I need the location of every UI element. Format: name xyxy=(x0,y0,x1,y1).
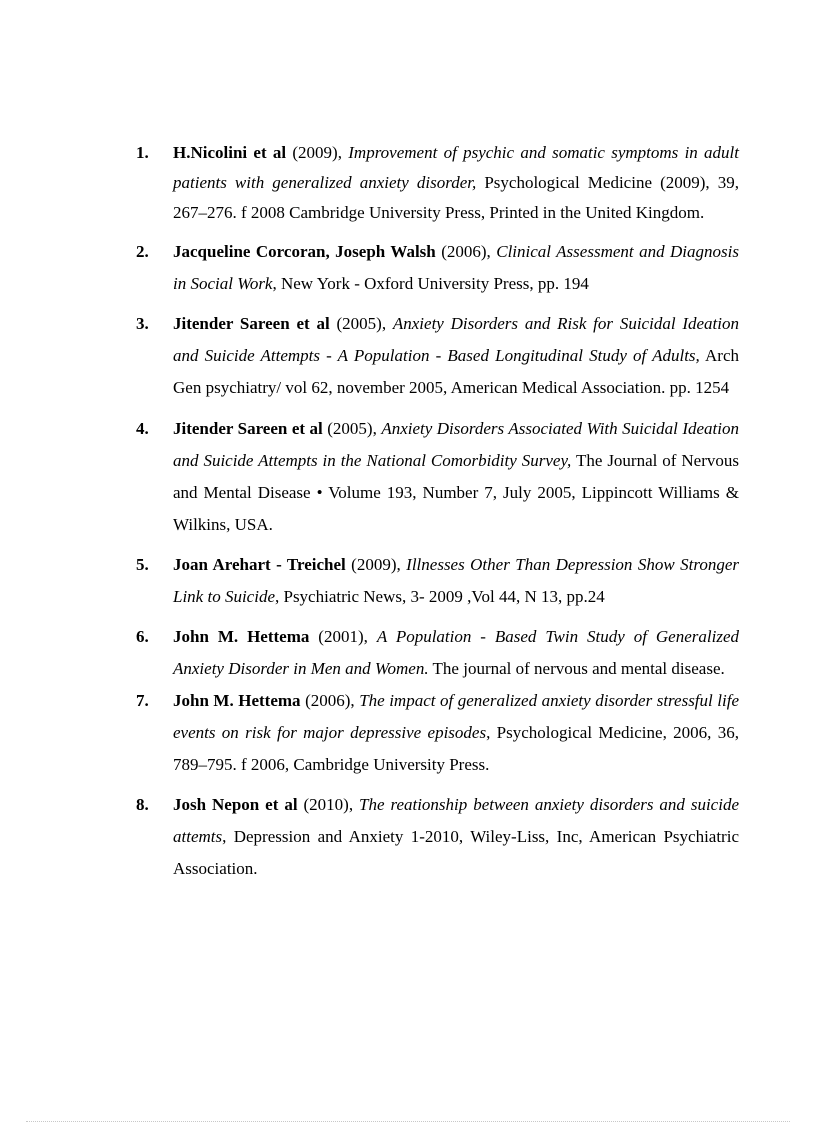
reference-item-2 xyxy=(136,236,739,300)
reference-title: The impact of generalized anxiety disorder stressful life events on risk for major depressive episodes xyxy=(173,691,739,742)
reference-authors: John M. Hettema xyxy=(173,691,301,710)
reference-year: (2005), xyxy=(329,314,393,333)
reference-title: Anxiety Disorders Associated With Suicidal Ideation and Suicide Attempts in the National Comorbidity Survey, xyxy=(173,419,740,470)
reference-title: Illnesses Other Than Depression Show Stronger Link to Suicide xyxy=(173,555,739,606)
reference-authors: Jitender Sareen et al xyxy=(173,419,323,438)
reference-source: , Depression and Anxiety 1-2010, Wiley-Liss, Inc, American Psychiatric Association. xyxy=(173,827,739,878)
reference-item-5 xyxy=(136,549,739,613)
reference-year: (2009), xyxy=(345,555,407,574)
reference-source: , New York - Oxford University Press, pp. 194 xyxy=(272,274,589,293)
reference-title: Improvement of psychic and somatic symptoms in adult patients with generalized anxiety disorder, xyxy=(173,143,740,192)
reference-authors: Jitender Sareen et al xyxy=(173,314,330,333)
reference-item-8 xyxy=(136,789,739,885)
reference-title: Clinical Assessment and Diagnosis in Social Work xyxy=(173,242,739,293)
reference-authors: Jacqueline Corcoran, Joseph Walsh xyxy=(173,242,436,261)
reference-number: 2. xyxy=(136,242,149,261)
reference-source: Psychological Medicine (2009), 39, 267–276. f 2008 Cambridge University Press, Printed in the United Kingdom. xyxy=(173,173,739,222)
reference-source: , Psychological Medicine, 2006, 36, 789–795. f 2006, Cambridge University Press. xyxy=(173,723,739,774)
reference-number: 7. xyxy=(136,691,149,710)
reference-source: The journal of nervous and mental disease. xyxy=(428,659,725,678)
reference-year: (2005), xyxy=(322,419,382,438)
page-bottom-border xyxy=(26,1121,790,1122)
reference-item-1 xyxy=(136,138,739,228)
reference-source: The Journal of Nervous and Mental Disease • Volume 193, Number 7, July 2005, Lippincott Williams & Wilkins, USA. xyxy=(173,451,739,534)
reference-title: A Population - Based Twin Study of Generalized Anxiety Disorder in Men and Women. xyxy=(173,627,739,678)
reference-authors: John M. Hettema xyxy=(173,627,310,646)
reference-source: , Psychiatric News, 3- 2009 ,Vol 44, N 13, pp.24 xyxy=(274,587,605,606)
reference-authors: Josh Nepon et al xyxy=(173,795,298,814)
reference-year: (2001), xyxy=(309,627,377,646)
reference-title: The reationship between anxiety disorders and suicide attemts xyxy=(173,795,739,846)
reference-number: 4. xyxy=(136,419,149,438)
reference-source: Arch Gen psychiatry/ vol 62, november 2005, American Medical Association. pp. 1254 xyxy=(173,346,739,397)
reference-authors: Joan Arehart - Treichel xyxy=(173,555,346,574)
reference-item-3 xyxy=(136,308,739,404)
reference-item-7 xyxy=(136,685,739,781)
reference-number: 1. xyxy=(136,143,149,162)
reference-item-4 xyxy=(136,413,739,541)
reference-number: 3. xyxy=(136,314,149,333)
reference-item-6 xyxy=(136,621,739,685)
reference-year: (2009), xyxy=(286,143,349,162)
reference-list xyxy=(136,138,739,885)
reference-year: (2006), xyxy=(435,242,497,261)
reference-number: 8. xyxy=(136,795,149,814)
reference-authors: H.Nicolini et al xyxy=(173,143,287,162)
reference-number: 6. xyxy=(136,627,149,646)
reference-year: (2006), xyxy=(300,691,360,710)
reference-title: Anxiety Disorders and Risk for Suicidal Ideation and Suicide Attempts - A Population - Based Longitudinal Study of Adults, xyxy=(173,314,739,365)
reference-number: 5. xyxy=(136,555,149,574)
reference-year: (2010), xyxy=(297,795,360,814)
